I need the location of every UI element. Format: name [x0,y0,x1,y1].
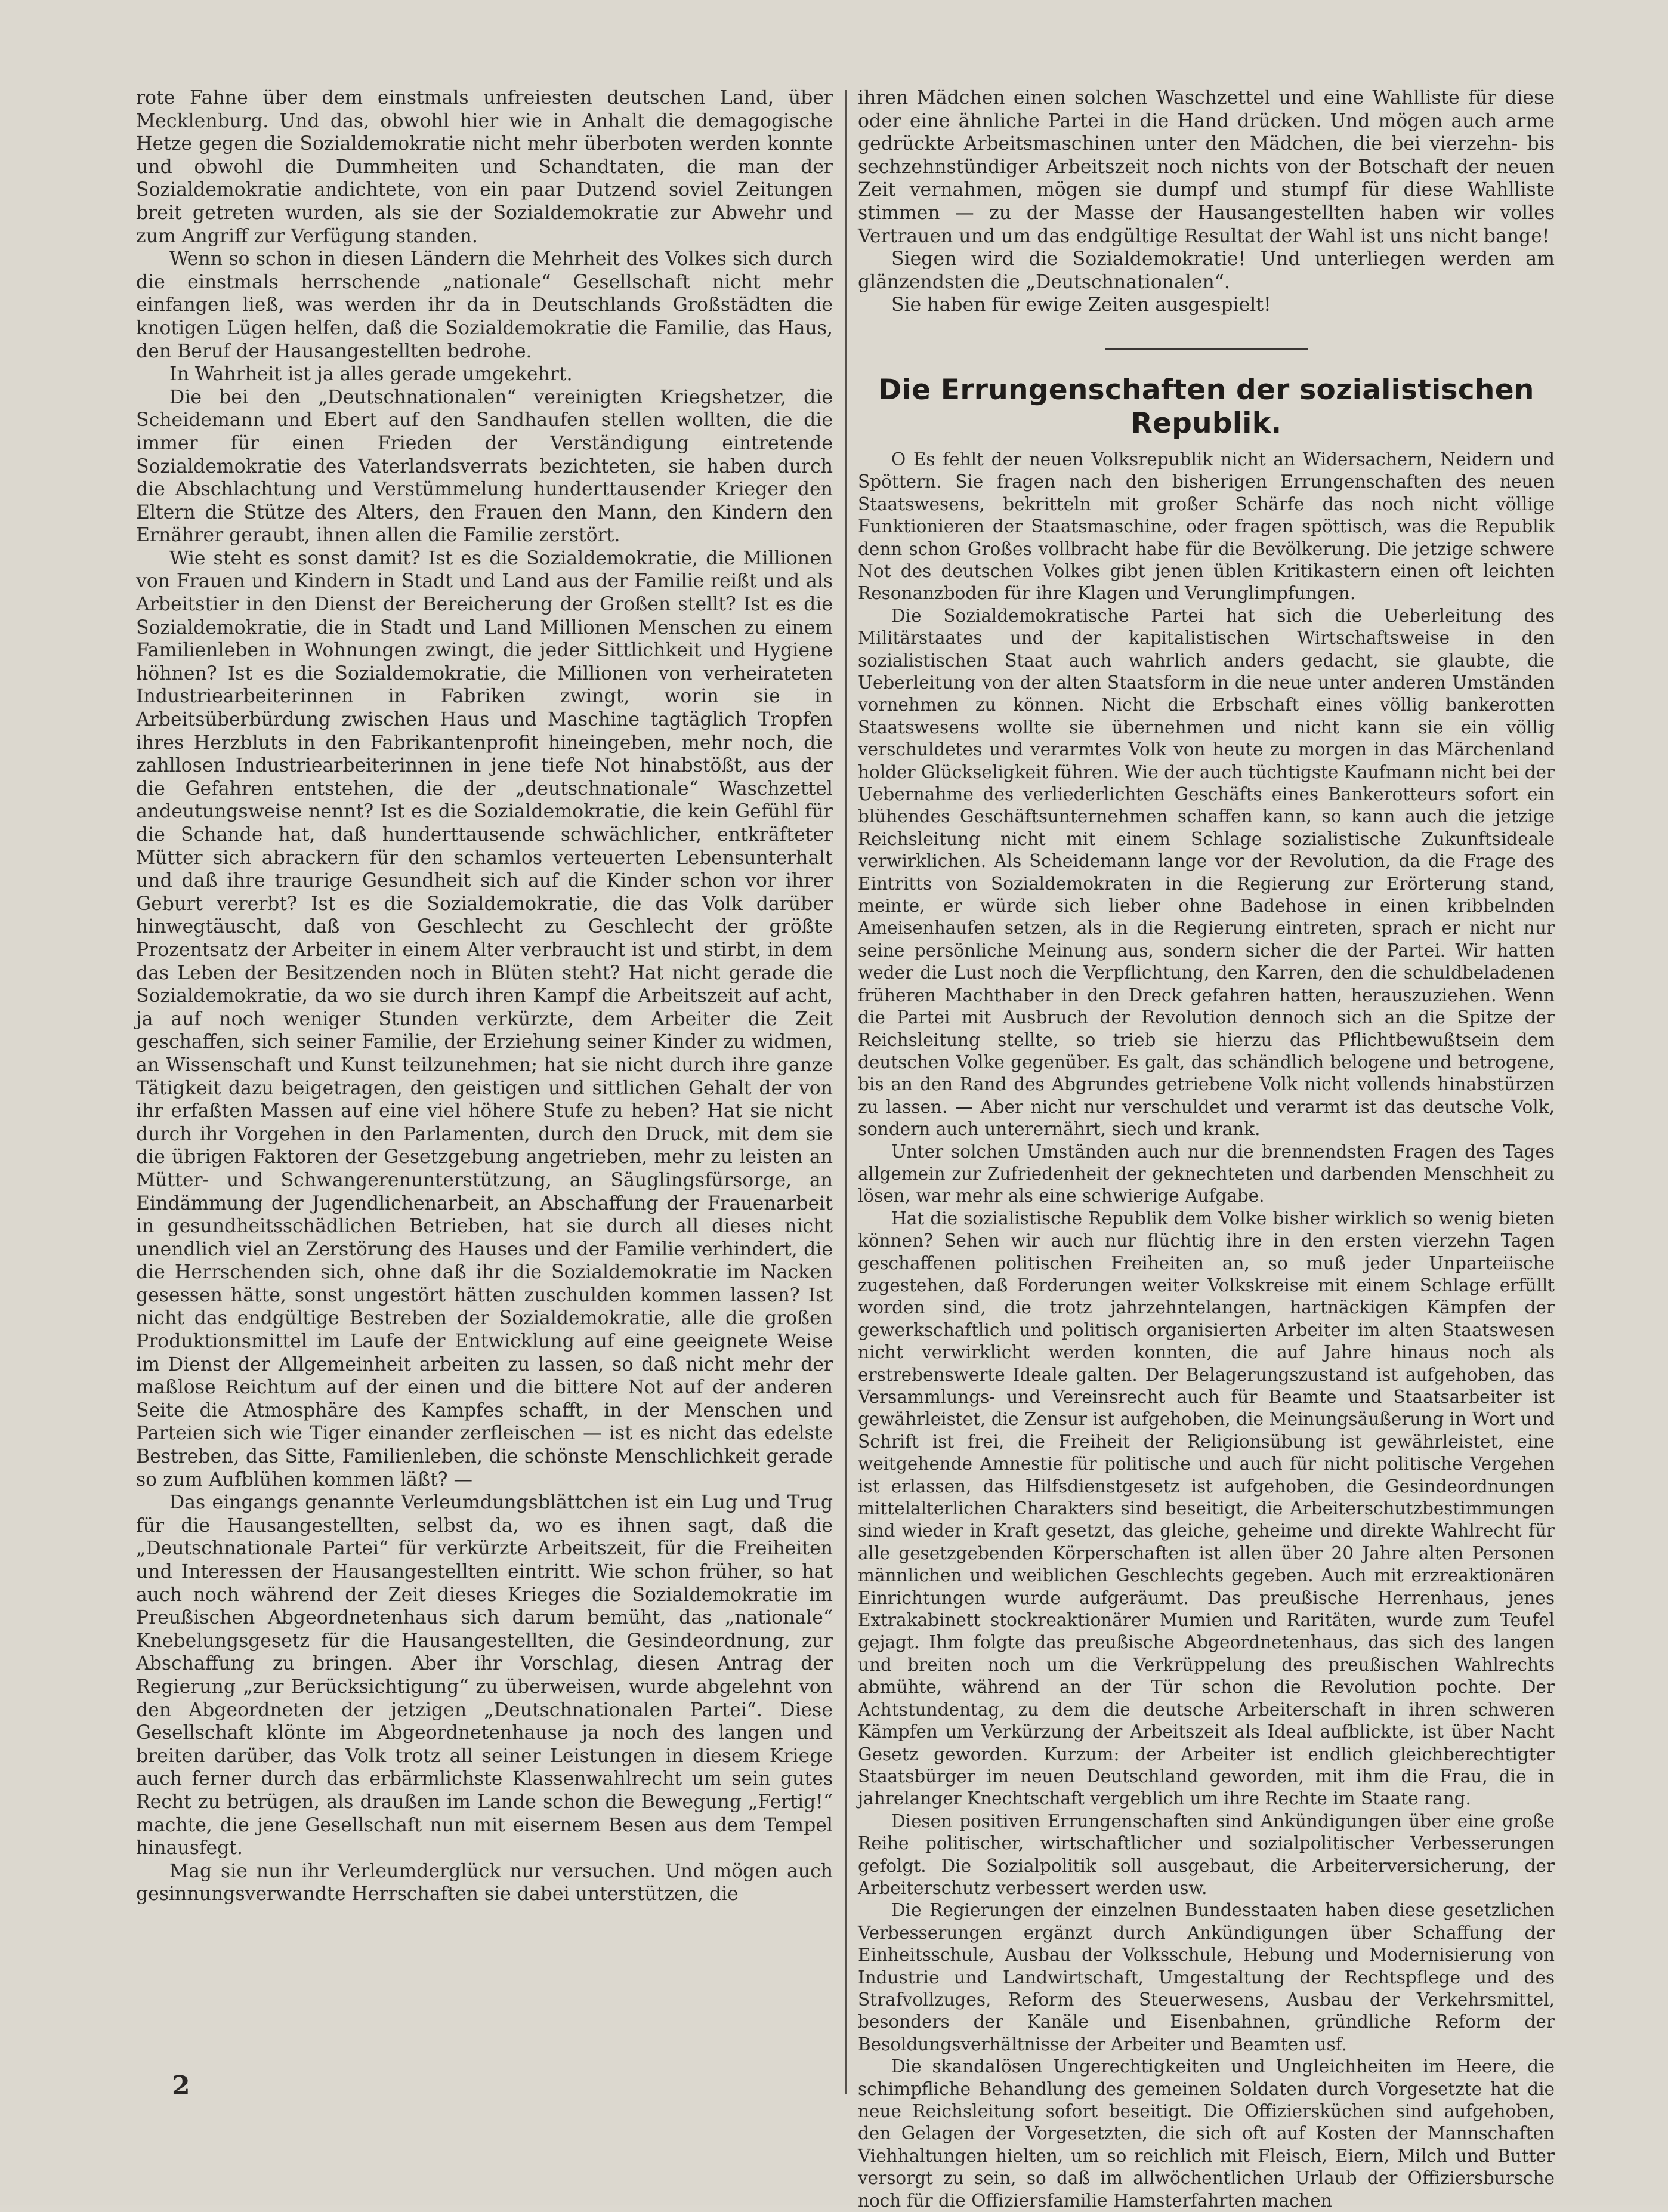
article-paragraph: Unter solchen Umständen auch nur die brennendsten Fragen des Tages allgemein zur Zufriedenheit der geknechteten und darbenden Menschheit zu lösen, war mehr als eine schwierige Aufgabe. [858,1141,1555,1207]
left-paragraph: rote Fahne über dem einstmals unfreiesten deutschen Land, über Mecklenburg. Und das, obwohl hier wie in Anhalt die demagogische Hetze gegen die Sozialdemokratie nicht mehr überboten werden konnte und obwohl die Dummheiten und Schandtaten, die man der Sozialdemokratie andichtete, von ein paar Dutzend soviel Zeitungen breit getreten wurden, als sie der Sozialdemokratie zur Abwehr und zum Angriff zur Verfügung standen. [136,87,833,247]
left-column [136,87,833,1906]
left-paragraph: In Wahrheit ist ja alles gerade umgekehrt. [169,363,573,385]
left-paragraph: Wenn so schon in diesen Ländern die Mehrheit des Volkes sich durch die einstmals herrschende „nationale“ Gesellschaft nicht mehr einfangen ließ, was werden ihr da in Deutschlands Großstädten die knotigen Lügen helfen, daß die Sozialdemokratie die Familie, das Haus, den Beruf der Hausangestellten bedrohe. [136,248,833,362]
article-continuation [858,87,1555,317]
right-column [858,87,1555,2212]
continuation-paragraph: Siegen wird die Sozialdemokratie! Und unterliegen werden am glänzendsten die „Deutschnationalen“. [858,248,1555,293]
article-errungenschaften [858,374,1555,2212]
left-paragraph: Wie steht es sonst damit? Ist es die Sozialdemokratie, die Millionen von Frauen und Kindern in Stadt und Land aus der Familie reißt und als Arbeitstier in den Dienst der Bereicherung der Großen stellt? Ist es die Sozialdemokratie, die in Stadt und Land Millionen Menschen zu einem Familienleben in Wohnungen zwingt, die jeder Sittlichkeit und Hygiene höhnen? Ist es die Sozialdemokratie, die Millionen von verheirateten Industriearbeiterinnen in Fabriken zwingt, worin sie in Arbeitsüberbürdung zwischen Haus und Maschine tagtäglich Tropfen ihres Herzbluts in den Fabrikantenprofit hineingeben, mehr noch, die zahllosen Industriearbeiterinnen in jene tiefe Not hinabstößt, aus der die Gefahren entstehen, die der „deutschnationale“ Waschzettel andeutungsweise nennt? Ist es die Sozialdemokratie, die kein Gefühl für die Schande hat, daß hunderttausende schwächlicher, entkräfteter Mütter sich abrackern für den schamlos verteuerten Lebensunterhalt und daß ihre traurige Gesundheit sich auf die Kinder schon vor ihrer Geburt vererbt? Ist es die Sozialdemokratie, die das Volk darüber hinwegtäuscht, daß von Geschlecht zu Geschlecht der größte Prozentsatz der Arbeiter in einem Alter verbraucht ist und stirbt, in dem das Leben der Besitzenden noch in Blüten steht? Hat nicht gerade die Sozialdemokratie, da wo sie durch ihren Kampf die Arbeitszeit auf acht, ja auf noch weniger Stunden verkürzte, dem Arbeiter die Zeit geschaffen, sich seiner Familie, der Erziehung seiner Kinder zu widmen, an Wissenschaft und Kunst teilzunehmen; hat sie nicht durch ihre ganze Tätigkeit dazu beigetragen, den geistigen und sittlichen Gehalt der von ihr erfaßten Massen auf eine viel höhere Stufe zu heben? Hat sie nicht durch ihr Vorgehen in den Parlamenten, durch den Druck, mit dem sie die übrigen Faktoren der Gesetzgebung angetrieben, mehr zu leisten an Mütter- und Schwangerenunterstützung, an Säuglingsfürsorge, an Eindämmung der Jugendlichenarbeit, an Abschaffung der Frauenarbeit in gesundheitsschädlichen Betrieben, hat sie durch all dieses nicht unendlich viel an Zerstörung des Hauses und der Familie verhindert, die die Herrschenden sich, ohne daß ihr die Sozialdemokratie im Nacken gesessen hätte, sonst ungestört hätten zuschulden kommen lassen? Ist nicht das endgültige Bestreben der Sozialdemokratie, alle die großen Produktionsmittel im Laufe der Entwicklung auf eine geeignete Weise im Dienst der Allgemeinheit arbeiten zu lassen, so daß nicht mehr der maßlose Reichtum auf der einen und die bittere Not auf der anderen Seite die Atmosphäre des Kampfes schafft, in der Menschen und Parteien sich wie Tiger einander zerfleischen — ist es nicht das edelste Bestreben, das Sitte, Familienleben, die schönste Menschlichkeit gerade so zum Aufblühen kommen läßt? — [136,547,833,1491]
column-divider [845,90,847,2094]
left-paragraph: Die bei den „Deutschnationalen“ vereinigten Kriegshetzer, die Scheidemann und Ebert auf den Sandhaufen stellen wollten, die die immer für einen Frieden der Verständigung eintretende Sozialdemokratie des Vaterlandsverrats bezichteten, sie haben durch die Abschlachtung und Verstümmelung hunderttausender Krieger den Eltern die Stütze des Alters, den Frauen den Mann, den Kindern den Ernährer geraubt, ihnen allen die Familie zerstört. [136,386,833,547]
section-divider [1105,348,1308,350]
article-paragraph: Die Sozialdemokratische Partei hat sich die Ueberleitung des Militärstaates und der kapitalistischen Wirtschaftsweise in den sozialistischen Staat auch wahrlich anders gedacht, sie glaubte, die Ueberleitung von der alten Staatsform in die neue unter anderen Umständen vornehmen zu können. Nicht die Erbschaft eines völlig bankerotten Staatswesens wollte sie übernehmen und nicht kann sie ein völlig verschuldetes und verarmtes Volk von heute zu morgen in das Märchenland holder Glückseligkeit führen. Wie der auch tüchtigste Kaufmann nicht bei der Uebernahme des verliederlichten Geschäfts eines Bankerotteurs sofort ein blühendes Geschäftsunternehmen schaffen kann, so kann auch die jetzige Reichsleitung nicht mit einem Schlage sozialistische Zukunftsideale verwirklichen. Als Scheidemann lange vor der Revolution, da die Frage des Eintritts von Sozialdemokraten in die Regierung zur Erörterung stand, meinte, er würde sich lieber ohne Badehose in einen kribbelnden Ameisenhaufen setzen, als in die Regierung eintreten, sprach er nicht nur seine persönliche Meinung aus, sondern sicher die der Partei. Wir hatten weder die Lust noch die Verpflichtung, den Karren, den die schuldbeladenen früheren Machthaber in den Dreck gefahren hatten, herauszuziehen. Wenn die Partei mit Ausbruch der Revolution dennoch sich an die Spitze der Reichsleitung stellte, so trieb sie hierzu das Pflichtbewußtsein dem deutschen Volke gegenüber. Es galt, das schändlich belogene und betrogene, bis an den Rand des Abgrundes getriebene Volk nicht vollends hinabstürzen zu lassen. — Aber nicht nur verschuldet und verarmt ist das deutsche Volk, sondern auch unterernährt, siech und krank. [858,605,1555,1140]
article-paragraph: Diesen positiven Errungenschaften sind Ankündigungen über eine große Reihe politischer, wirtschaftlicher und sozialpolitischer Verbesserungen gefolgt. Die Sozialpolitik soll ausgebaut, die Arbeiterversicherung, der Arbeiterschutz verbessert werden usw. [858,1810,1555,1898]
left-paragraph: Das eingangs genannte Verleumdungsblättchen ist ein Lug und Trug für die Hausangestellten, selbst da, wo es ihnen sagt, daß die „Deutschnationale Partei“ für verkürzte Arbeitszeit, für die Freiheiten und Interessen der Hausangestellten eintritt. Wie schon früher, so hat auch noch während der Zeit dieses Krieges die Sozialdemokratie im Preußischen Abgeordnetenhaus sich darum bemüht, das „nationale“ Knebelungsgesetz für die Hausangestellten, die Gesindeordnung, zur Abschaffung zu bringen. Aber ihr Vorschlag, diesen Antrag der Regierung „zur Berücksichtigung“ zu überweisen, wurde abgelehnt von den Abgeordneten der jetzigen „Deutschnationalen Partei“. Diese Gesellschaft klönte im Abgeordnetenhause ja noch des langen und breiten darüber, das Volk trotz all seiner Leistungen in diesem Kriege auch ferner durch das erbärmlichste Klassenwahlrecht um sein gutes Recht zu betrügen, als draußen im Lande schon die Bewegung „Fertig!“ machte, die jene Gesellschaft nun mit eisernem Besen aus dem Tempel hinausfegt. [136,1492,833,1859]
article-headline: Die Errungenschaften der sozialistischen Republik. [878,373,1534,440]
article-paragraph: Die skandalösen Ungerechtigkeiten und Ungleichheiten im Heere, die schimpfliche Behandlung des gemeinen Soldaten durch Vorgesetzte hat die neue Reichsleitung sofort beseitigt. Die Offiziersküchen sind aufgehoben, den Gelagen der Vorgesetzten, die sich oft auf Kosten der Mannschaften Viehhaltungen hielten, um so reichlich mit Fleisch, Eiern, Milch und Butter versorgt zu sein, so daß im allwöchentlichen Urlaub der Offiziersbursche noch für die Offiziersfamilie Hamsterfahrten machen [858,2056,1555,2211]
left-paragraph: Mag sie nun ihr Verleumderglück nur versuchen. Und mögen auch gesinnungsverwandte Herrschaften sie dabei unterstützen, die [136,1860,833,1905]
article-paragraph: Hat die sozialistische Republik dem Volke bisher wirklich so wenig bieten können? Sehen wir auch nur flüchtig ihre in den ersten vierzehn Tagen geschaffenen politischen Freiheiten an, so muß jeder Unparteiische zugestehen, daß Forderungen weiter Volkskreise mit einem Schlage erfüllt worden sind, die trotz jahrzehntelangen, hartnäckigen Kämpfen der gewerkschaftlich und politisch organisierten Arbeiter im alten Staatswesen nicht verwirklicht werden konnten, die auf Jahre hinaus noch als erstrebenswerte Ideale galten. Der Belagerungszustand ist aufgehoben, das Versammlungs- und Vereinsrecht auch für Beamte und Staatsarbeiter ist gewährleistet, die Zensur ist aufgehoben, die Meinungsäußerung in Wort und Schrift ist frei, die Freiheit der Religionsübung ist gewährleistet, eine weitgehende Amnestie für politische und auch für nicht politische Vergehen ist erlassen, das Hilfsdienstgesetz ist aufgehoben, die Gesindeordnungen mittelalterlichen Charakters sind beseitigt, die Arbeiterschutzbestimmungen sind wieder in Kraft gesetzt, das gleiche, geheime und direkte Wahlrecht für alle gesetzgebenden Körperschaften ist allen über 20 Jahre alten Personen männlichen und weiblichen Geschlechts gegeben. Auch mit erzreaktionären Einrichtungen wurde aufgeräumt. Das preußische Herrenhaus, jenes Extrakabinett stockreaktionärer Mumien und Raritäten, wurde zum Teufel gejagt. Ihm folgte das preußische Abgeordnetenhaus, das sich des langen und breiten noch um die Verkrüppelung des preußischen Wahlrechts abmühte, während an der Tür schon die Revolution pochte. Der Achtstundentag, zu dem die deutsche Arbeiterschaft in ihren schweren Kämpfen um Verkürzung der Arbeitszeit als Ideal aufblickte, ist über Nacht Gesetz geworden. Kurzum: der Arbeiter ist endlich gleichberechtigter Staatsbürger im neuen Deutschland geworden, mit ihm die Frau, die in jahrelanger Knechtschaft vergeblich um ihre Rechte im Staate rang. [858,1208,1555,1809]
page-number: 2 [172,2071,190,2101]
continuation-paragraph: ihren Mädchen einen solchen Waschzettel und eine Wahlliste für diese oder eine ähnliche Partei in die Hand drücken. Und mögen auch arme gedrückte Arbeitsmaschinen unter den Mädchen, die bei vierzehn- bis sechzehnstündiger Arbeitszeit noch nichts von der Botschaft der neuen Zeit vernahmen, mögen sie dumpf und stumpf für diese Wahlliste stimmen — zu der Masse der Hausangestellten haben wir volles Vertrauen und um das endgültige Resultat der Wahl ist uns nicht bange! [858,87,1555,247]
article-paragraph: O Es fehlt der neuen Volksrepublik nicht an Widersachern, Neidern und Spöttern. Sie fragen nach den bisherigen Errungenschaften des neuen Staatswesens, bekritteln mit großer Schärfe das noch nicht völlige Funktionieren der Staatsmaschine, oder fragen spöttisch, was die Republik denn schon Großes vollbracht habe für die Bevölkerung. Die jetzige schwere Not des deutschen Volkes gibt jenen üblen Kritikastern einen oft leichten Resonanzboden für ihre Klagen und Verunglimpfungen. [858,449,1555,604]
article-paragraph: Die Regierungen der einzelnen Bundesstaaten haben diese gesetzlichen Verbesserungen ergänzt durch Ankündigungen über Schaffung der Einheitsschule, Ausbau der Volksschule, Hebung und Modernisierung von Industrie und Landwirtschaft, Umgestaltung der Rechtspflege und des Strafvollzuges, Reform des Steuerwesens, Ausbau der Verkehrsmittel, besonders der Kanäle und Eisenbahnen, gründliche Reform der Besoldungsverhältnisse der Arbeiter und Beamten usf. [858,1900,1555,2054]
continuation-paragraph: Sie haben für ewige Zeiten ausgespielt! [891,294,1271,316]
